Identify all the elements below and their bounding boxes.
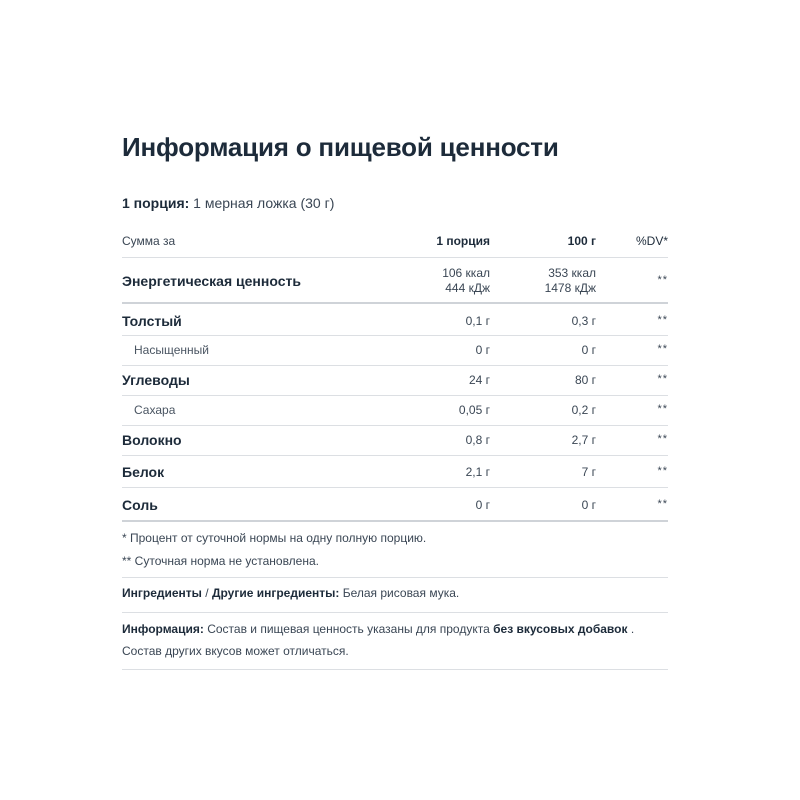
energy-per100-kcal: 353 ккал [548,266,596,280]
serving-size [122,195,334,211]
row-per100-value: 0,2 г [571,403,596,417]
other-ingredients-label: Другие ингредиенты: [211,586,340,600]
ingredients-separator: / [201,586,212,600]
row-portion-value: 0 г [475,343,490,357]
row-name: Насыщенный [134,343,209,357]
divider [122,425,668,426]
row-name: Сахара [134,403,176,417]
header-amount-per: Сумма за [122,234,176,248]
divider [122,455,668,456]
row-name: Энергетическая ценность [122,273,301,289]
row-name: Соль [122,497,158,513]
row-dv: ** [657,314,668,326]
page-title: Информация о пищевой ценности [122,132,559,162]
row-portion-value: 0,8 г [465,433,490,447]
row-name: Волокно [122,432,182,448]
row-dv: ** [657,465,668,477]
divider [122,302,668,304]
table-row-salt [122,497,668,527]
divider [122,577,668,578]
table-row-protein [122,464,668,494]
serving-value: 1 мерная ложка (30 г) [193,195,335,211]
row-per100-value: 80 г [574,373,596,387]
table-row-energy [122,266,668,300]
ingredients-label: Ингредиенты [122,586,202,600]
table-row-saturated [122,343,668,373]
row-dv: ** [657,274,668,286]
table-row-fat [122,313,668,343]
info-label: Информация: [122,622,204,636]
ingredients [122,582,668,604]
row-dv: ** [657,343,668,355]
row-portion-value: 24 г [468,373,490,387]
footnote-no-dv: ** Суточная норма не установлена. [122,554,319,568]
table-row-fiber [122,432,668,462]
footnote-dv: * Процент от суточной нормы на одну полную порцию. [122,531,427,545]
table-row-sugars [122,403,668,433]
row-per100-value: 0,3 г [571,314,596,328]
ingredients-value: Белая рисовая мука. [339,586,460,600]
energy-per100-kj: 1478 кДж [544,281,596,295]
row-per100-value: 0 г [581,343,596,357]
energy-portion-kcal: 106 ккал [442,266,490,280]
row-dv: ** [657,403,668,415]
header-per-100g: 100 г [567,234,596,248]
divider [122,520,668,522]
table-row-carbohydrates [122,372,668,402]
divider [122,335,668,336]
info-text-before: Состав и пищевая ценность указаны для продукта [203,622,494,636]
row-dv: ** [657,498,668,510]
row-per100-value: 7 г [581,465,596,479]
row-portion-value: 0,1 г [465,314,490,328]
row-portion-value: 0,05 г [458,403,490,417]
row-name: Толстый [122,313,182,329]
row-name: Белок [122,464,165,480]
divider [122,365,668,366]
row-per100-value [545,266,596,296]
header-portion: 1 порция [436,234,490,248]
divider [122,487,668,488]
row-per100-value: 0 г [581,498,596,512]
divider [122,395,668,396]
divider [122,257,668,258]
row-portion-value [442,266,490,296]
table-header [122,234,668,254]
header-dv: %DV* [635,234,668,248]
serving-label: 1 порция: [122,195,190,211]
energy-portion-kj: 444 кДж [445,281,490,295]
row-per100-value: 2,7 г [571,433,596,447]
info-bold: без вкусовых добавок [493,622,628,636]
row-portion-value: 2,1 г [465,465,490,479]
divider [122,669,668,670]
row-dv: ** [657,373,668,385]
row-portion-value: 0 г [475,498,490,512]
info-text-after: . Состав других вкусов может отличаться. [122,622,635,658]
row-name: Углеводы [122,372,190,388]
row-dv: ** [657,433,668,445]
info-note [122,618,668,662]
divider [122,612,668,613]
